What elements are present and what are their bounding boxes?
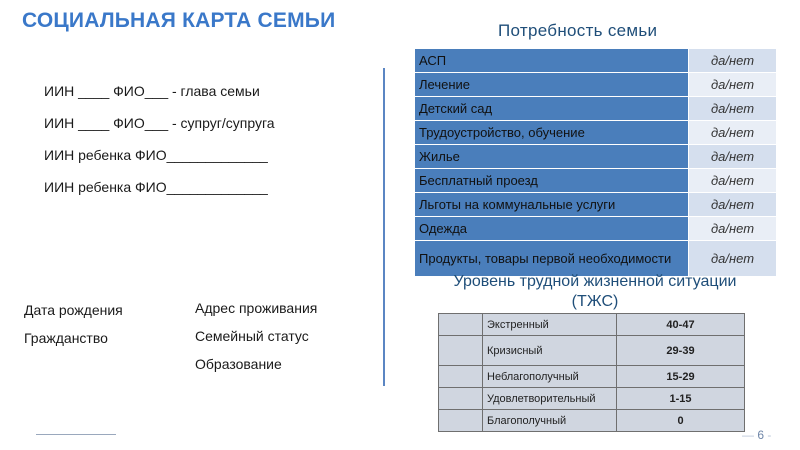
info-family-status: Семейный статус bbox=[195, 328, 309, 344]
need-name: Одежда bbox=[415, 217, 689, 241]
level-range: 40-47 bbox=[617, 314, 745, 336]
need-name: АСП bbox=[415, 49, 689, 73]
table-row bbox=[415, 73, 777, 97]
info-citizenship: Гражданство bbox=[24, 330, 108, 346]
needs-table bbox=[414, 48, 777, 277]
level-name: Удовлетворительный bbox=[483, 388, 617, 410]
level-range: 1-15 bbox=[617, 388, 745, 410]
family-line-child-2: ИИН ребенка ФИО_____________ bbox=[44, 179, 268, 195]
need-value[interactable]: да/нет bbox=[689, 217, 777, 241]
page-number-value: 6 bbox=[757, 428, 765, 442]
need-name: Трудоустройство, обучение bbox=[415, 121, 689, 145]
need-value[interactable]: да/нет bbox=[689, 241, 777, 277]
level-name: Кризисный bbox=[483, 336, 617, 366]
need-value[interactable]: да/нет bbox=[689, 169, 777, 193]
level-color-swatch bbox=[439, 388, 483, 410]
info-birth-date: Дата рождения bbox=[24, 302, 123, 318]
need-name: Жилье bbox=[415, 145, 689, 169]
vertical-divider bbox=[383, 68, 385, 386]
need-name: Лечение bbox=[415, 73, 689, 97]
need-value[interactable]: да/нет bbox=[689, 121, 777, 145]
level-range: 29-39 bbox=[617, 336, 745, 366]
table-row bbox=[439, 410, 745, 432]
tzs-title: Уровень трудной жизненной ситуации (ТЖС) bbox=[453, 273, 737, 310]
level-range: 0 bbox=[617, 410, 745, 432]
need-value[interactable]: да/нет bbox=[689, 145, 777, 169]
level-name: Экстренный bbox=[483, 314, 617, 336]
need-name: Бесплатный проезд bbox=[415, 169, 689, 193]
need-value[interactable]: да/нет bbox=[689, 97, 777, 121]
need-name: Продукты, товары первой необходимости bbox=[415, 241, 689, 277]
level-color-swatch bbox=[439, 366, 483, 388]
table-row bbox=[439, 388, 745, 410]
table-row bbox=[415, 169, 777, 193]
table-row bbox=[439, 314, 745, 336]
family-line-spouse: ИИН ____ ФИО___ - супруг/супруга bbox=[44, 115, 275, 131]
need-value[interactable]: да/нет bbox=[689, 193, 777, 217]
table-row bbox=[415, 217, 777, 241]
info-left-column bbox=[24, 296, 123, 352]
footer-line bbox=[36, 434, 116, 435]
level-color-swatch bbox=[439, 336, 483, 366]
table-row bbox=[415, 193, 777, 217]
needs-title: Потребность семьи bbox=[498, 21, 658, 40]
table-row bbox=[415, 97, 777, 121]
page-number: — 6 - bbox=[742, 428, 772, 442]
family-line-head: ИИН ____ ФИО___ - глава семьи bbox=[44, 83, 260, 99]
table-row bbox=[415, 121, 777, 145]
table-row bbox=[415, 145, 777, 169]
need-name: Детский сад bbox=[415, 97, 689, 121]
table-row bbox=[439, 336, 745, 366]
level-color-swatch bbox=[439, 410, 483, 432]
tzs-table bbox=[438, 313, 745, 432]
table-row bbox=[415, 49, 777, 73]
need-value[interactable]: да/нет bbox=[689, 49, 777, 73]
slide-title: СОЦИАЛЬНАЯ КАРТА СЕМЬИ bbox=[22, 9, 336, 32]
family-line-child-1: ИИН ребенка ФИО_____________ bbox=[44, 147, 268, 163]
need-value[interactable]: да/нет bbox=[689, 73, 777, 97]
info-address: Адрес проживания bbox=[195, 300, 318, 316]
level-range: 15-29 bbox=[617, 366, 745, 388]
level-name: Благополучный bbox=[483, 410, 617, 432]
family-members-list bbox=[44, 80, 275, 208]
level-name: Неблагополучный bbox=[483, 366, 617, 388]
level-color-swatch bbox=[439, 314, 483, 336]
need-name: Льготы на коммунальные услуги bbox=[415, 193, 689, 217]
table-row bbox=[439, 366, 745, 388]
info-right-column bbox=[195, 294, 317, 378]
info-education: Образование bbox=[195, 356, 282, 372]
